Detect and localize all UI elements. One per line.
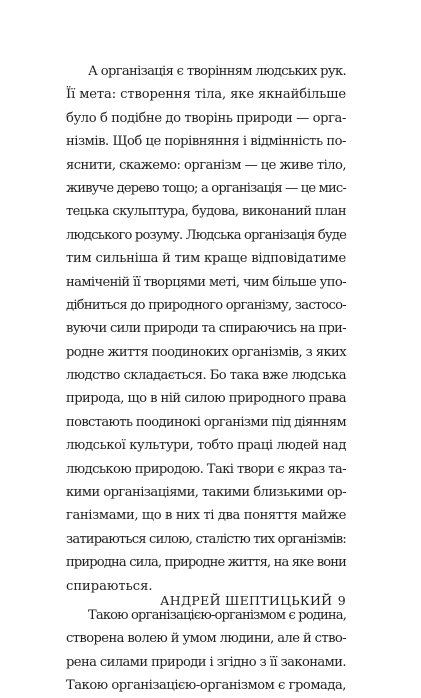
text-line: вуючи сили природи та спираючись на при-: [66, 321, 346, 337]
text-line: родне життя поодиноких організмів, з яких: [66, 344, 346, 360]
running-footer-author: АНДРЕЙ ШЕПТИЦЬКИЙ: [160, 593, 333, 608]
page-number: 9: [337, 593, 346, 608]
text-line: ганізмами, що в них ті два поняття майже: [66, 508, 346, 524]
text-line: А організація є творінням людських рук.: [88, 64, 346, 79]
text-line: дібниться до природного організму, застосо-: [66, 297, 346, 313]
text-line: повстають поодинокі організми під діянням: [66, 414, 346, 430]
text-line: Такою організацією-організмом є родина,: [88, 607, 346, 623]
text-line: було б подібне до творінь природи — орга-: [66, 110, 346, 126]
text-line: природна сила, природне життя, на яке вони: [66, 555, 346, 571]
text-line: людство складається. Бо така вже людська: [66, 368, 346, 384]
text-line: затираються силою, сталістю тих організмів:: [66, 531, 346, 547]
text-line: Такою організацією-організмом є громада,: [66, 678, 346, 694]
page-footer: [160, 593, 346, 611]
text-line: живуче дерево тощо; а організація — це мис-: [66, 180, 346, 196]
text-line: яснити, скажемо: організм — це живе тіло,: [66, 157, 346, 173]
text-line: тецька скульптура, будова, виконаний план: [66, 204, 346, 220]
text-line: людською природою. Такі твори є якраз та-: [66, 461, 346, 477]
text-line: Її мета: створення тіла, яке якнайбільше: [66, 87, 346, 103]
text-line: тим сильніша й тим краще відповідатиме: [66, 251, 346, 267]
text-line: нізмів. Щоб це порівняння і відмінність по-: [66, 134, 346, 150]
text-line: спираються.: [66, 578, 153, 594]
text-line: рена силами природи і згідно з її законами.: [66, 654, 346, 670]
text-line: людського розуму. Людська організація буде: [66, 227, 346, 243]
text-line: створена волею й умом людини, але й ство-: [66, 631, 346, 647]
text-line: природа, що в ній силою природного права: [66, 391, 346, 407]
text-line: кими організаціями, такими близькими ор-: [66, 485, 346, 501]
text-line: людської культури, тобто праці людей над: [66, 438, 346, 454]
text-line: наміченій її творцями меті, чим більше упо-: [66, 274, 346, 290]
